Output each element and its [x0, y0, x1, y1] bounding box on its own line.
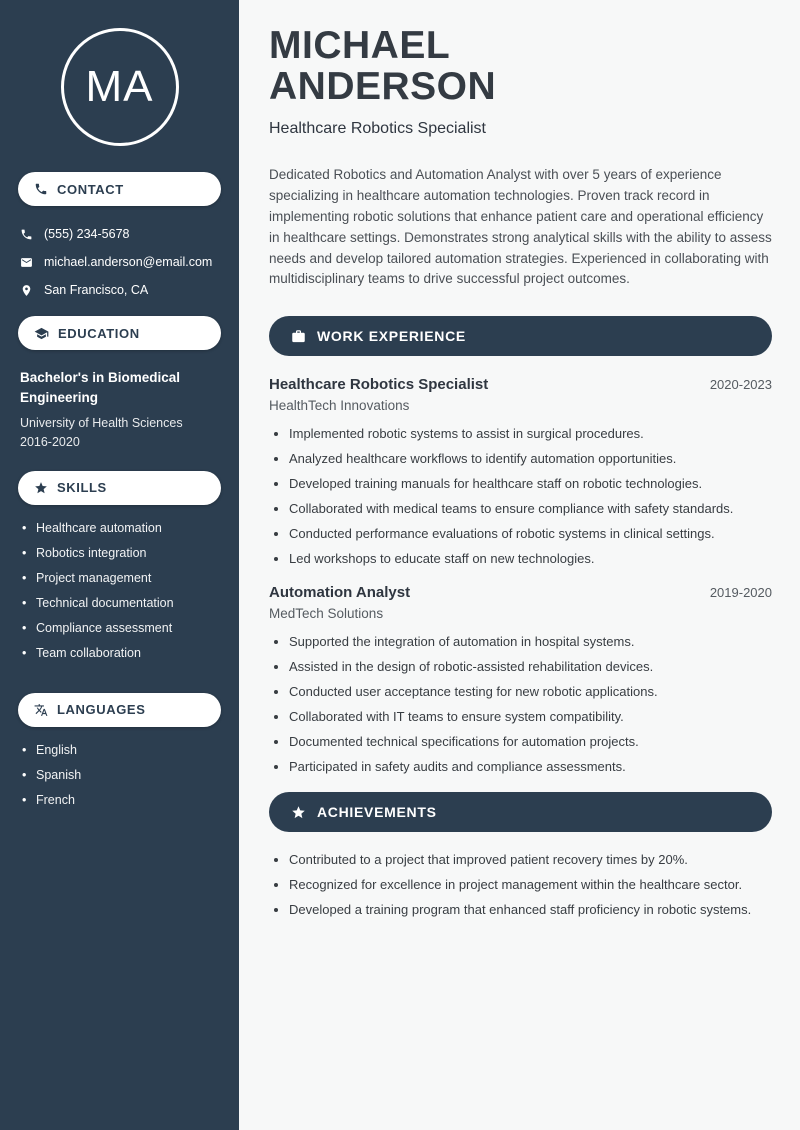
languages-section-pill — [18, 693, 221, 727]
job-bullet: • Supported the integration of automation in hospital systems. — [289, 634, 772, 649]
skill-item: • Project management — [22, 571, 219, 585]
education-years: 2016-2020 — [20, 434, 80, 449]
job-bullet: • Conducted performance evaluations of robotic systems in clinical settings. — [289, 526, 772, 541]
job-bullet: • Implemented robotic systems to assist in surgical procedures. — [289, 426, 772, 441]
avatar — [61, 28, 179, 146]
job-bullet: • Documented technical specifications for automation projects. — [289, 734, 772, 749]
achievement-item: • Recognized for excellence in project management within the healthcare sector. — [289, 877, 772, 892]
language-item: • English — [22, 743, 219, 757]
languages-heading: LANGUAGES — [57, 702, 146, 718]
job-entry — [269, 584, 772, 774]
person-name — [269, 26, 772, 108]
skill-item: • Healthcare automation — [22, 521, 219, 535]
achievement-item: • Contributed to a project that improved patient recovery times by 20%. — [289, 852, 772, 867]
job-title: Healthcare Robotics Specialist — [269, 376, 489, 394]
graduation-cap-icon — [34, 326, 49, 341]
work-experience-header — [269, 316, 772, 356]
contact-section-pill — [18, 172, 221, 206]
summary-text: Dedicated Robotics and Automation Analyst with over 5 years of experience specializing in healthcare automation technologies. Proven track record in implementing robotic solutions that enhance patient care and operational efficiency in healthcare settings. Demonstrates strong analytical skills with the ability to assess needs and develop tailored automation strategies. Experienced in collaborating with multidisciplinary teams to drive successful project outcomes. — [269, 166, 772, 287]
achievements-heading: ACHIEVEMENTS — [317, 804, 437, 821]
language-item: • French — [22, 793, 219, 807]
education-heading: EDUCATION — [58, 325, 140, 341]
job-bullet: • Collaborated with IT teams to ensure system compatibility. — [289, 709, 772, 724]
education-entry — [0, 364, 239, 459]
job-bullets — [269, 426, 772, 566]
job-company: MedTech Solutions — [269, 606, 384, 622]
education-section-pill — [18, 316, 221, 350]
job-dates: 2019-2020 — [709, 585, 772, 601]
star-icon — [291, 805, 306, 820]
contact-location-row — [0, 276, 239, 304]
job-bullet: • Developed training manuals for healthcare staff on robotic technologies. — [289, 476, 772, 491]
achievements-header — [269, 792, 772, 832]
star-icon — [34, 481, 48, 495]
skills-list — [0, 519, 239, 681]
job-title: Automation Analyst — [269, 584, 411, 602]
name-first-line: MICHAEL — [269, 24, 451, 67]
job-bullet: • Analyzed healthcare workflows to identify automation opportunities. — [289, 451, 772, 466]
mail-icon — [20, 256, 33, 269]
job-dates: 2020-2023 — [709, 377, 772, 393]
phone-icon — [20, 228, 33, 241]
skill-item: • Technical documentation — [22, 596, 219, 610]
contact-phone: (555) 234-5678 — [44, 227, 130, 241]
skill-item: • Robotics integration — [22, 546, 219, 560]
contact-email-row — [0, 248, 239, 276]
location-pin-icon — [20, 284, 33, 297]
job-bullets — [269, 634, 772, 774]
phone-icon — [34, 182, 48, 196]
skill-item: • Compliance assessment — [22, 621, 219, 635]
skill-item: • Team collaboration — [22, 646, 219, 660]
contact-email: michael.anderson@email.com — [44, 255, 213, 269]
skills-section-pill — [18, 471, 221, 505]
skills-heading: SKILLS — [57, 480, 107, 496]
translate-icon — [34, 703, 48, 717]
work-experience-heading: WORK EXPERIENCE — [317, 328, 466, 345]
job-bullet: • Participated in safety audits and compliance assessments. — [289, 759, 772, 774]
name-last-line: ANDERSON — [269, 64, 497, 108]
job-bullet: • Led workshops to educate staff on new technologies. — [289, 551, 772, 566]
achievement-item: • Developed a training program that enhanced staff proficiency in robotic systems. — [289, 902, 772, 917]
person-title: Healthcare Robotics Specialist — [269, 119, 486, 137]
contact-phone-row — [0, 220, 239, 248]
achievements-list — [269, 852, 772, 917]
contact-heading: CONTACT — [57, 181, 124, 197]
job-bullet: • Assisted in the design of robotic-assisted rehabilitation devices. — [289, 659, 772, 674]
contact-location: San Francisco, CA — [44, 283, 149, 297]
education-degree: Bachelor's in Biomedical Engineering — [20, 370, 181, 405]
main-content — [239, 0, 800, 1130]
language-item: • Spanish — [22, 768, 219, 782]
job-bullet: • Collaborated with medical teams to ensure compliance with safety standards. — [289, 501, 772, 516]
job-company: HealthTech Innovations — [269, 398, 410, 414]
briefcase-icon — [291, 329, 306, 344]
job-bullet: • Conducted user acceptance testing for new robotic applications. — [289, 684, 772, 699]
avatar-initials: MA — [85, 62, 154, 111]
education-school: University of Health Sciences — [20, 416, 183, 431]
languages-list — [0, 741, 239, 828]
resume-sidebar — [0, 0, 239, 1130]
job-entry — [269, 376, 772, 566]
